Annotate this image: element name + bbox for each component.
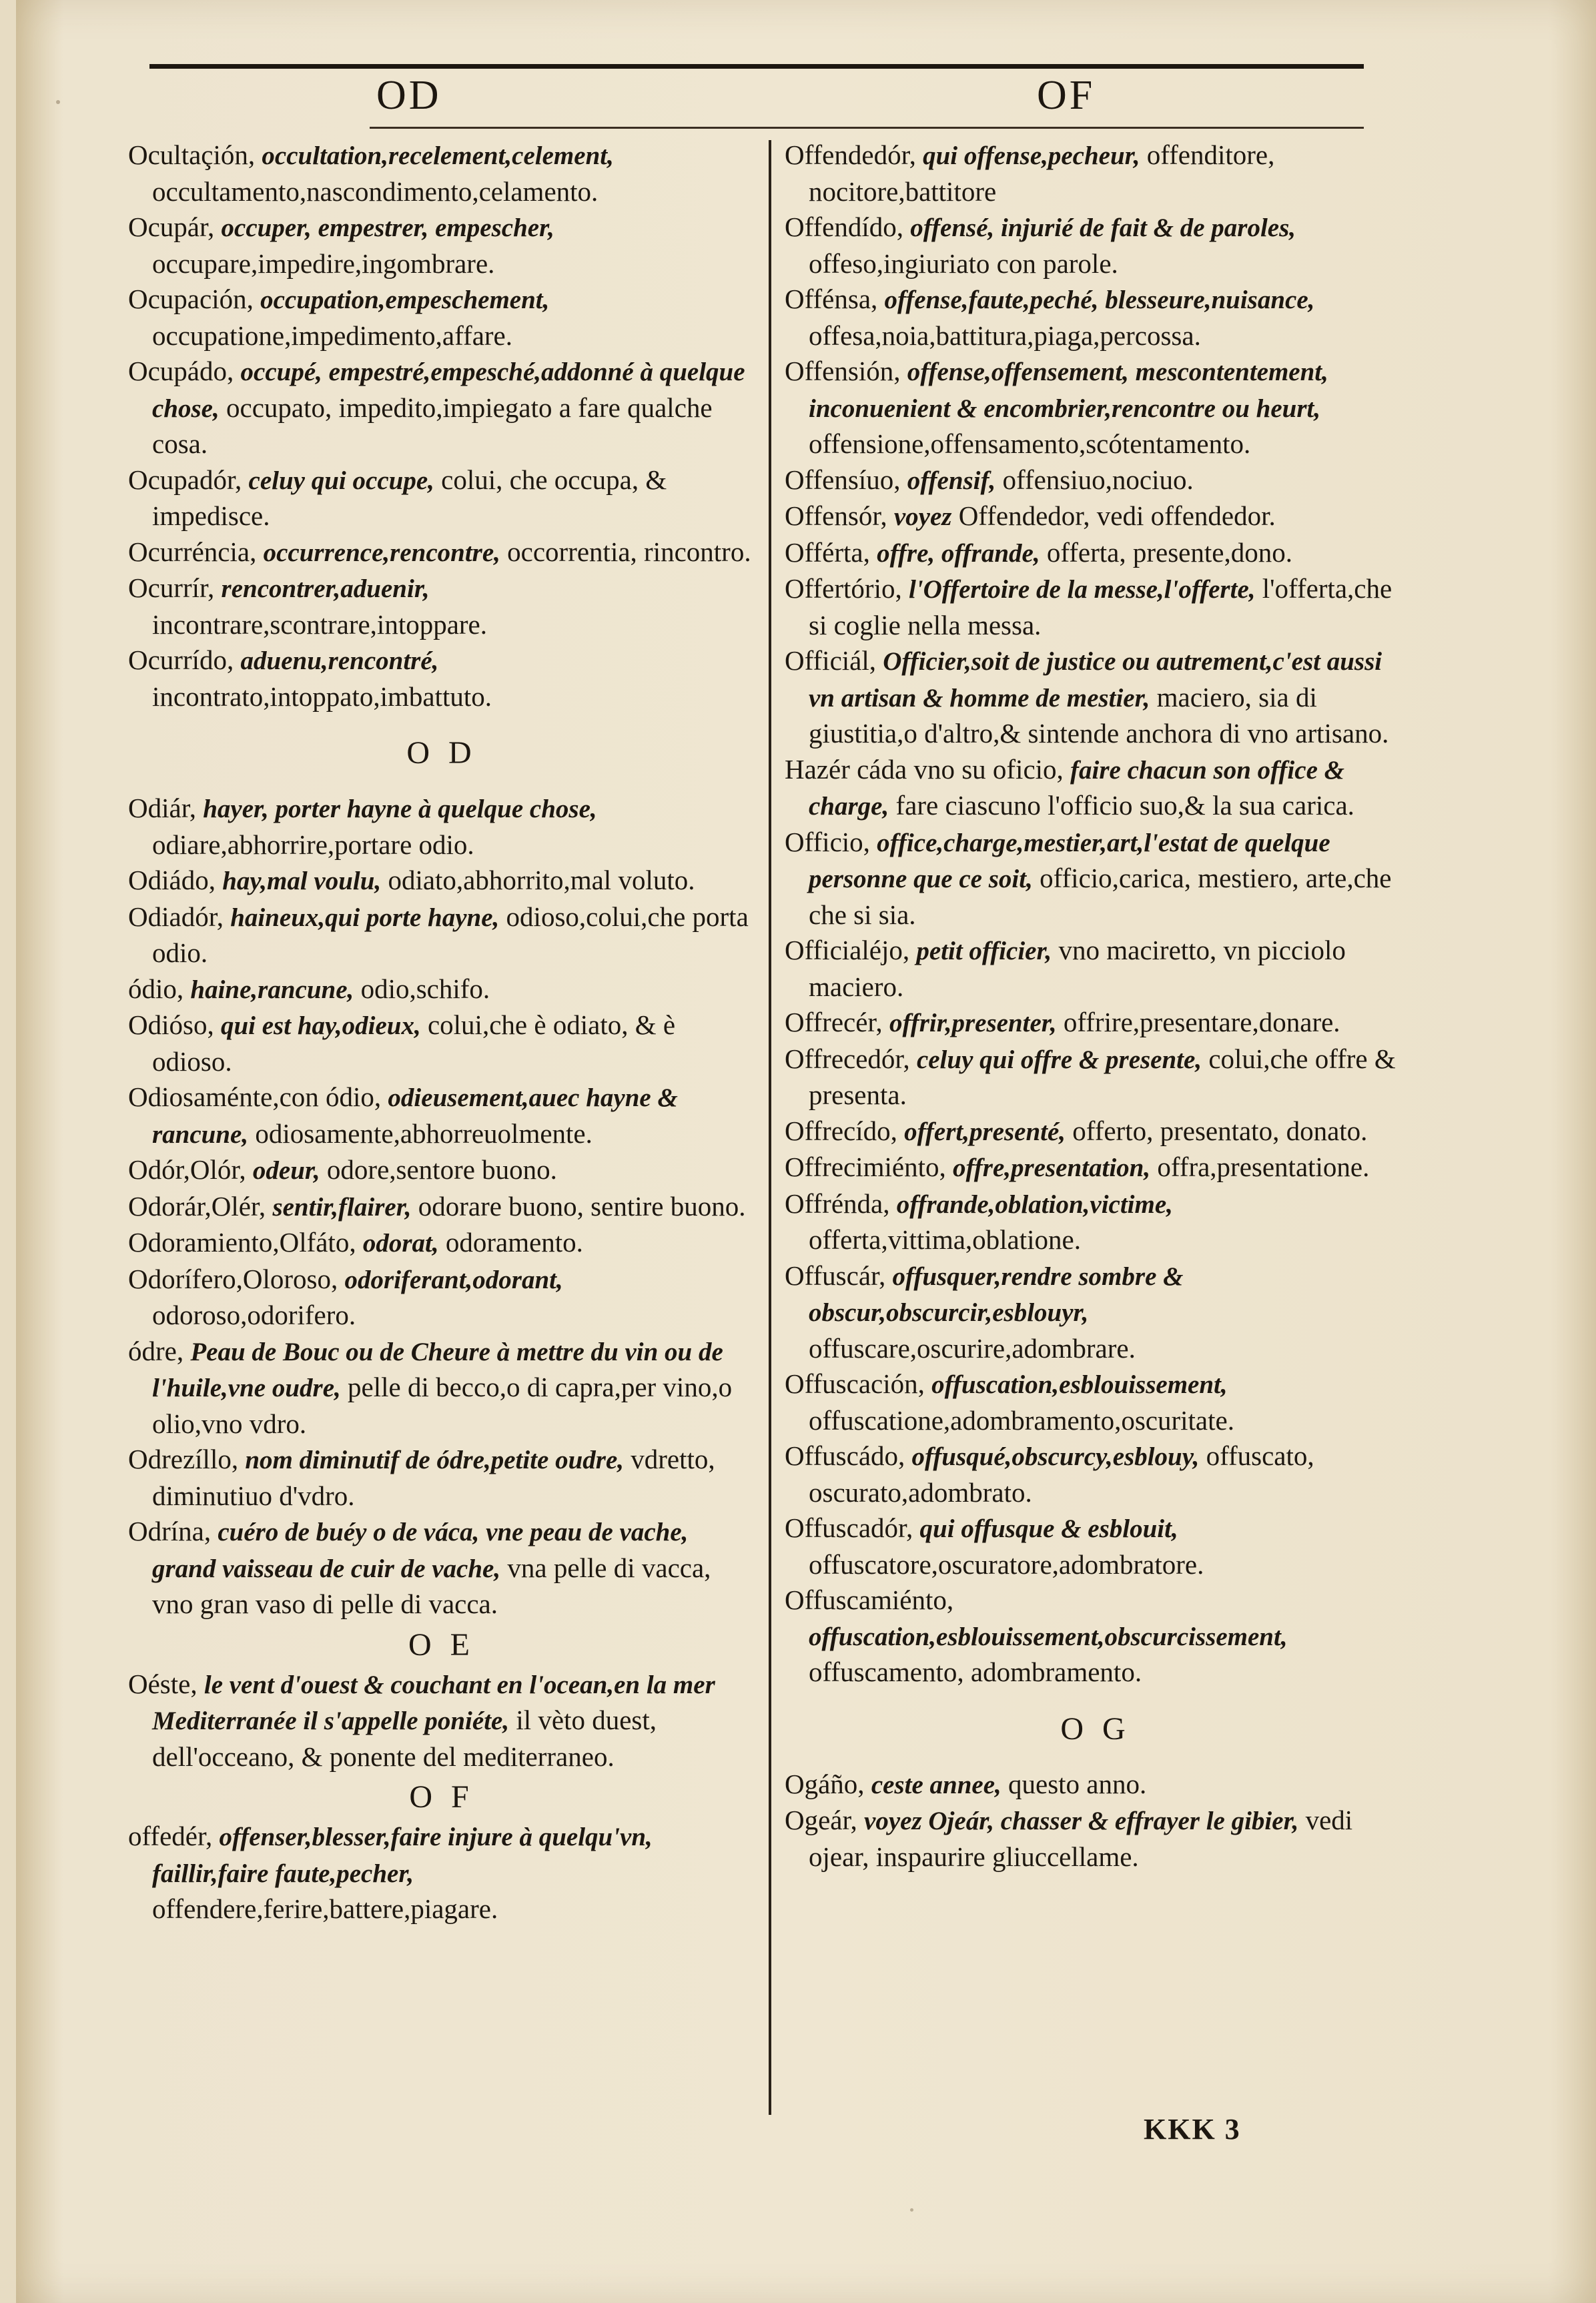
dictionary-entry bbox=[785, 752, 1407, 825]
dictionary-entry bbox=[785, 1149, 1407, 1186]
entry-headword: Offuscación, bbox=[785, 1368, 925, 1399]
dictionary-entry bbox=[785, 1767, 1407, 1803]
entry-headword: Offrecído, bbox=[785, 1115, 897, 1146]
entry-headword: Offendído, bbox=[785, 211, 904, 242]
entry-french: haine,rancune, bbox=[190, 975, 354, 1004]
entry-french: occuper, empestrer, empescher, bbox=[221, 213, 554, 242]
entry-italian: odoroso,odorifero. bbox=[152, 1300, 356, 1330]
entry-french: offusquer,rendre sombre & obscur,obscurcir,esblouyr, bbox=[809, 1262, 1184, 1327]
entry-italian: offra,presentatione. bbox=[1157, 1152, 1370, 1182]
dictionary-entry bbox=[785, 282, 1407, 354]
entry-italian: occupare,impedire,ingombrare. bbox=[152, 248, 495, 279]
left-column bbox=[128, 137, 755, 1927]
dictionary-entry bbox=[128, 863, 755, 899]
entry-italian: vno maciretto, vn picciolo maciero. bbox=[809, 935, 1346, 1002]
entry-headword: Odór,Olór, bbox=[128, 1154, 246, 1185]
entry-italian: offerta, presente,dono. bbox=[1046, 536, 1292, 568]
entry-french: qui offusque & esblouit, bbox=[919, 1514, 1178, 1543]
dictionary-entry bbox=[128, 534, 755, 571]
dictionary-entry bbox=[128, 1007, 755, 1079]
entry-italian: offrire,presentare,donare. bbox=[1063, 1007, 1340, 1037]
entry-french: nom diminutif de ódre,petite oudre, bbox=[245, 1446, 625, 1474]
entry-headword: Ogáño, bbox=[785, 1768, 865, 1799]
dictionary-entry bbox=[785, 1113, 1407, 1150]
dictionary-entry bbox=[785, 1510, 1407, 1582]
entry-headword: Ocultaçión, bbox=[128, 139, 256, 170]
dictionary-entry bbox=[128, 1152, 755, 1189]
entry-headword: ódre, bbox=[128, 1335, 184, 1366]
entry-italian: odore,sentore buono. bbox=[326, 1154, 557, 1185]
entry-italian: colui,che offre & presenta. bbox=[809, 1043, 1396, 1110]
column-divider bbox=[769, 140, 771, 2115]
entry-italian: odio,schifo. bbox=[360, 973, 490, 1004]
ink-speck bbox=[56, 100, 60, 104]
entry-headword: Officiál, bbox=[785, 645, 876, 676]
entry-italian: vdretto, diminutiuo d'vdro. bbox=[152, 1444, 715, 1511]
dictionary-entry bbox=[128, 1819, 755, 1927]
entry-french: Peau de Bouc ou de Cheure à mettre du vin ou de l'huile,vne oudre, bbox=[152, 1337, 723, 1402]
entry-italian: odiare,abhorrire,portare odio. bbox=[152, 829, 474, 860]
entry-italian: offeso,ingiuriato con parole. bbox=[809, 248, 1118, 279]
entry-italian: offerto, presentato, donato. bbox=[1072, 1115, 1368, 1146]
entry-italian: fare ciascuno l'officio suo,& la sua carica. bbox=[895, 790, 1354, 821]
entry-italian: odoramento. bbox=[445, 1227, 583, 1258]
entry-headword: Offénsa, bbox=[785, 284, 878, 314]
dictionary-entry bbox=[785, 209, 1407, 282]
dictionary-entry bbox=[785, 571, 1407, 643]
section-heading: O E bbox=[408, 1627, 475, 1663]
entry-french: hayer, porter hayne à quelque chose, bbox=[203, 795, 597, 823]
entry-italian: colui,che è odiato, & è odioso. bbox=[152, 1009, 676, 1077]
entry-italian: odorare buono, sentire buono. bbox=[418, 1190, 746, 1222]
entry-italian: offerta,vittima,oblatione. bbox=[809, 1224, 1081, 1255]
entry-headword: Odiádo, bbox=[128, 865, 216, 895]
entry-italian: offuscatione,adombramento,oscuritate. bbox=[809, 1404, 1234, 1436]
entry-french: odorat, bbox=[362, 1229, 439, 1258]
entry-headword: Offrecedór, bbox=[785, 1043, 910, 1074]
entry-headword: Offrecér, bbox=[785, 1007, 883, 1037]
dictionary-entry bbox=[128, 1189, 755, 1226]
entry-italian: odiosamente,abhorreuolmente. bbox=[255, 1117, 592, 1149]
entry-italian: offendere,ferire,battere,piagare. bbox=[152, 1893, 498, 1924]
entry-headword: Ocurréncia, bbox=[128, 536, 257, 567]
entry-headword: Odiosaménte,con ódio, bbox=[128, 1081, 382, 1112]
entry-italian: odiato,abhorrito,mal voluto. bbox=[388, 865, 695, 895]
dictionary-entry bbox=[128, 899, 755, 971]
dictionary-entry bbox=[128, 209, 755, 282]
entry-headword: Odiadór, bbox=[128, 901, 224, 932]
entry-italian: pelle di becco,o di capra,per vino,o olio,vno vdro. bbox=[152, 1372, 733, 1439]
dictionary-entry bbox=[785, 1438, 1407, 1510]
dictionary-entry bbox=[128, 1667, 755, 1775]
dictionary-entry bbox=[785, 535, 1407, 572]
entry-headword: Ocupádo, bbox=[128, 356, 234, 386]
entry-french: qui offense,pecheur, bbox=[923, 141, 1140, 170]
section-heading: O F bbox=[409, 1779, 474, 1815]
entry-headword: Offrénda, bbox=[785, 1188, 890, 1219]
entry-headword: Oéste, bbox=[128, 1668, 197, 1699]
entry-italian: offuscamento, adombramento. bbox=[809, 1657, 1142, 1687]
entry-french: offensif, bbox=[907, 466, 996, 495]
dictionary-entry bbox=[128, 1225, 755, 1262]
dictionary-entry bbox=[128, 791, 755, 863]
entry-headword: Offensór, bbox=[785, 500, 887, 531]
entry-italian: offuscare,oscurire,adombrare. bbox=[809, 1332, 1136, 1364]
entry-french: faire chacun son office & charge, bbox=[809, 755, 1344, 821]
dictionary-entry bbox=[785, 354, 1407, 462]
entry-italian: occupatione,impedimento,affare. bbox=[152, 320, 512, 351]
dictionary-entry bbox=[128, 1514, 755, 1623]
entry-headword: Odiár, bbox=[128, 793, 196, 823]
entry-headword: Offendedór, bbox=[785, 139, 916, 170]
dictionary-entry bbox=[785, 1803, 1407, 1875]
dictionary-entry bbox=[785, 1258, 1407, 1367]
dictionary-entry bbox=[785, 1041, 1407, 1113]
entry-french: aduenu,rencontré, bbox=[240, 646, 439, 675]
top-rule bbox=[149, 64, 1364, 69]
entry-italian: odioso,colui,che porta odio. bbox=[152, 901, 749, 968]
ink-speck bbox=[910, 2208, 913, 2212]
entry-italian: incontrare,scontrare,intoppare. bbox=[152, 608, 488, 640]
entry-headword: Offertório, bbox=[785, 573, 902, 604]
entry-french: celuy qui occupe, bbox=[248, 466, 434, 495]
book-page bbox=[16, 0, 1596, 2303]
entry-french: offusqué,obscurcy,esblouy, bbox=[911, 1442, 1200, 1471]
entry-french: offense,faute,peché, blesseure,nuisance, bbox=[884, 286, 1315, 314]
header-rule bbox=[370, 127, 1364, 129]
entry-french: offuscation,esblouissement, bbox=[931, 1370, 1228, 1399]
entry-italian: occultamento,nascondimento,celamento. bbox=[152, 175, 598, 207]
dictionary-entry bbox=[785, 1582, 1407, 1691]
entry-french: offre, offrande, bbox=[877, 538, 1040, 568]
section-heading: O D bbox=[406, 735, 477, 771]
entry-headword: Ogeár, bbox=[785, 1805, 857, 1835]
entry-headword: Ocurrído, bbox=[128, 644, 234, 675]
entry-italian: offensiuo,nociuo. bbox=[1002, 464, 1194, 495]
entry-italian: offuscato, oscurato,adombrato. bbox=[809, 1440, 1314, 1508]
entry-french: offensé, injurié de fait & de paroles, bbox=[910, 213, 1296, 242]
entry-headword: ódio, bbox=[128, 973, 184, 1004]
entry-french: offrande,oblation,victime, bbox=[896, 1190, 1173, 1219]
entry-french: rencontrer,aduenir, bbox=[221, 574, 430, 603]
dictionary-entry bbox=[128, 642, 755, 715]
entry-italian: offesa,noia,battitura,piaga,percossa. bbox=[809, 320, 1201, 351]
dictionary-entry bbox=[128, 1334, 755, 1442]
entry-french: odieusement,auec hayne & rancune, bbox=[152, 1083, 678, 1149]
entry-headword: Offrecimiénto, bbox=[785, 1152, 946, 1182]
dictionary-entry bbox=[785, 137, 1407, 209]
section-heading: O G bbox=[1060, 1711, 1131, 1747]
entry-french: haineux,qui porte hayne, bbox=[230, 903, 500, 932]
entry-headword: Offensíuo, bbox=[785, 464, 901, 495]
entry-french: cuéro de buéy o de váca, vne peau de vache, grand vaisseau de cuir de vache, bbox=[152, 1518, 689, 1583]
entry-italian: vedi ojear, inspaurire gliuccellame. bbox=[809, 1805, 1353, 1872]
entry-french: voyez bbox=[893, 502, 952, 531]
entry-french: sentir,flairer, bbox=[272, 1192, 412, 1222]
dictionary-entry bbox=[785, 825, 1407, 933]
entry-headword: Offuscádo, bbox=[785, 1440, 905, 1471]
entry-headword: Offuscár, bbox=[785, 1260, 886, 1291]
dictionary-entry bbox=[785, 1366, 1407, 1438]
entry-headword: Odoramiento,Olfáto, bbox=[128, 1227, 356, 1258]
entry-french: occultation,recelement,celement, bbox=[262, 141, 614, 170]
entry-headword: Odrína, bbox=[128, 1516, 212, 1546]
entry-french: offrir,presenter, bbox=[889, 1009, 1057, 1037]
entry-italian: occupato, impedito,impiegato a fare qualche cosa. bbox=[152, 392, 713, 459]
entry-headword: offedér, bbox=[128, 1821, 213, 1851]
entry-italian: offensione,offensamento,scótentamento. bbox=[809, 428, 1251, 459]
entry-italian: il vèto duest, dell'occeano, & ponente del mediterraneo. bbox=[152, 1705, 657, 1772]
entry-headword: Odorífero,Oloroso, bbox=[128, 1263, 338, 1294]
dictionary-entry bbox=[128, 570, 755, 642]
dictionary-entry bbox=[785, 933, 1407, 1005]
entry-italian: officio,carica, mestiero, arte,che che si sia. bbox=[809, 863, 1392, 930]
entry-french: offert,presenté, bbox=[904, 1117, 1066, 1146]
entry-french: voyez Ojeár, chasser & effrayer le gibier, bbox=[864, 1807, 1299, 1835]
entry-headword: Odrezíllo, bbox=[128, 1444, 239, 1474]
entry-french: odoriferant,odorant, bbox=[344, 1265, 563, 1294]
entry-headword: Officialéjo, bbox=[785, 935, 910, 965]
dictionary-entry bbox=[785, 1186, 1407, 1258]
entry-italian: Offendedor, vedi offendedor. bbox=[958, 500, 1276, 531]
running-head-right: OF bbox=[1037, 73, 1096, 118]
entry-headword: Hazér cáda vno su oficio, bbox=[785, 753, 1064, 785]
entry-italian: maciero, sia di giustitia,o d'altro,& sintende anchora di vno artisano. bbox=[809, 681, 1389, 749]
entry-french: occupation,empeschement, bbox=[260, 286, 550, 314]
dictionary-entry bbox=[128, 1442, 755, 1514]
dictionary-entry bbox=[785, 498, 1407, 535]
entry-french: offuscation,esblouissement,obscurcissement, bbox=[809, 1622, 1288, 1651]
entry-french: le vent d'ouest & couchant en l'ocean,en la mer Mediterranée il s'appelle poniéte, bbox=[152, 1670, 715, 1735]
entry-italian: vna pelle di vacca, vno gran vaso di pelle di vacca. bbox=[152, 1552, 711, 1619]
dictionary-entry bbox=[128, 1079, 755, 1152]
entry-italian: l'offerta,che si coglie nella messa. bbox=[809, 573, 1392, 640]
dictionary-entry bbox=[785, 643, 1407, 752]
entry-french: petit officier, bbox=[916, 937, 1052, 965]
entry-french: odeur, bbox=[252, 1156, 320, 1185]
right-column bbox=[785, 137, 1407, 1875]
entry-french: hay,mal voulu, bbox=[222, 867, 382, 895]
entry-headword: Offérta, bbox=[785, 536, 870, 568]
entry-headword: Ocupadór, bbox=[128, 464, 242, 495]
dictionary-entry bbox=[785, 1005, 1407, 1041]
entry-headword: Offensión, bbox=[785, 356, 901, 386]
entry-headword: Odorár,Olér, bbox=[128, 1190, 266, 1222]
entry-italian: occorrentia, rincontro. bbox=[507, 536, 751, 567]
entry-italian: questo anno. bbox=[1008, 1768, 1147, 1799]
entry-headword: Odióso, bbox=[128, 1009, 214, 1040]
dictionary-entry bbox=[128, 971, 755, 1008]
dictionary-entry bbox=[128, 354, 755, 462]
entry-french: offense,offensement, mescontentement, inconuenient & encombrier,rencontre ou heurt, bbox=[809, 358, 1328, 423]
entry-italian: incontrato,intoppato,imbattuto. bbox=[152, 680, 492, 712]
entry-headword: Officio, bbox=[785, 826, 870, 857]
entry-french: Officier,soit de justice ou autrement,c'est aussi vn artisan & homme de mestier, bbox=[809, 647, 1382, 713]
entry-french: l'Offertoire de la messe,l'offerte, bbox=[908, 575, 1256, 604]
running-head-left: OD bbox=[376, 73, 442, 118]
entry-french: offenser,blesser,faire injure à quelqu'vn, faillir,faire faute,pecher, bbox=[152, 1823, 653, 1888]
entry-italian: offenditore, nocitore,battitore bbox=[809, 139, 1275, 207]
entry-headword: Ocupación, bbox=[128, 284, 254, 314]
dictionary-entry bbox=[128, 1262, 755, 1334]
entry-headword: Offuscamiénto, bbox=[785, 1584, 954, 1615]
entry-french: occurrence,rencontre, bbox=[263, 538, 500, 567]
entry-french: celuy qui offre & presente, bbox=[916, 1045, 1202, 1074]
entry-french: occupé, empestré,empesché,addonné à quelque chose, bbox=[152, 358, 745, 423]
entry-headword: Ocurrír, bbox=[128, 572, 215, 603]
dictionary-entry bbox=[128, 282, 755, 354]
entry-italian: offuscatore,oscuratore,adombratore. bbox=[809, 1548, 1204, 1580]
entry-french: office,charge,mestier,art,l'estat de quelque personne que ce soit, bbox=[809, 828, 1330, 893]
signature-mark: KKK 3 bbox=[1144, 2113, 1241, 2146]
dictionary-entry bbox=[128, 137, 755, 209]
dictionary-entry bbox=[785, 462, 1407, 499]
entry-italian: colui, che occupa, & impedisce. bbox=[152, 464, 667, 531]
entry-french: offre,presentation, bbox=[953, 1154, 1151, 1182]
entry-french: qui est hay,odieux, bbox=[220, 1011, 421, 1040]
entry-headword: Ocupár, bbox=[128, 211, 215, 242]
dictionary-entry bbox=[128, 462, 755, 534]
entry-french: ceste annee, bbox=[871, 1770, 1002, 1799]
entry-headword: Offuscadór, bbox=[785, 1512, 913, 1543]
